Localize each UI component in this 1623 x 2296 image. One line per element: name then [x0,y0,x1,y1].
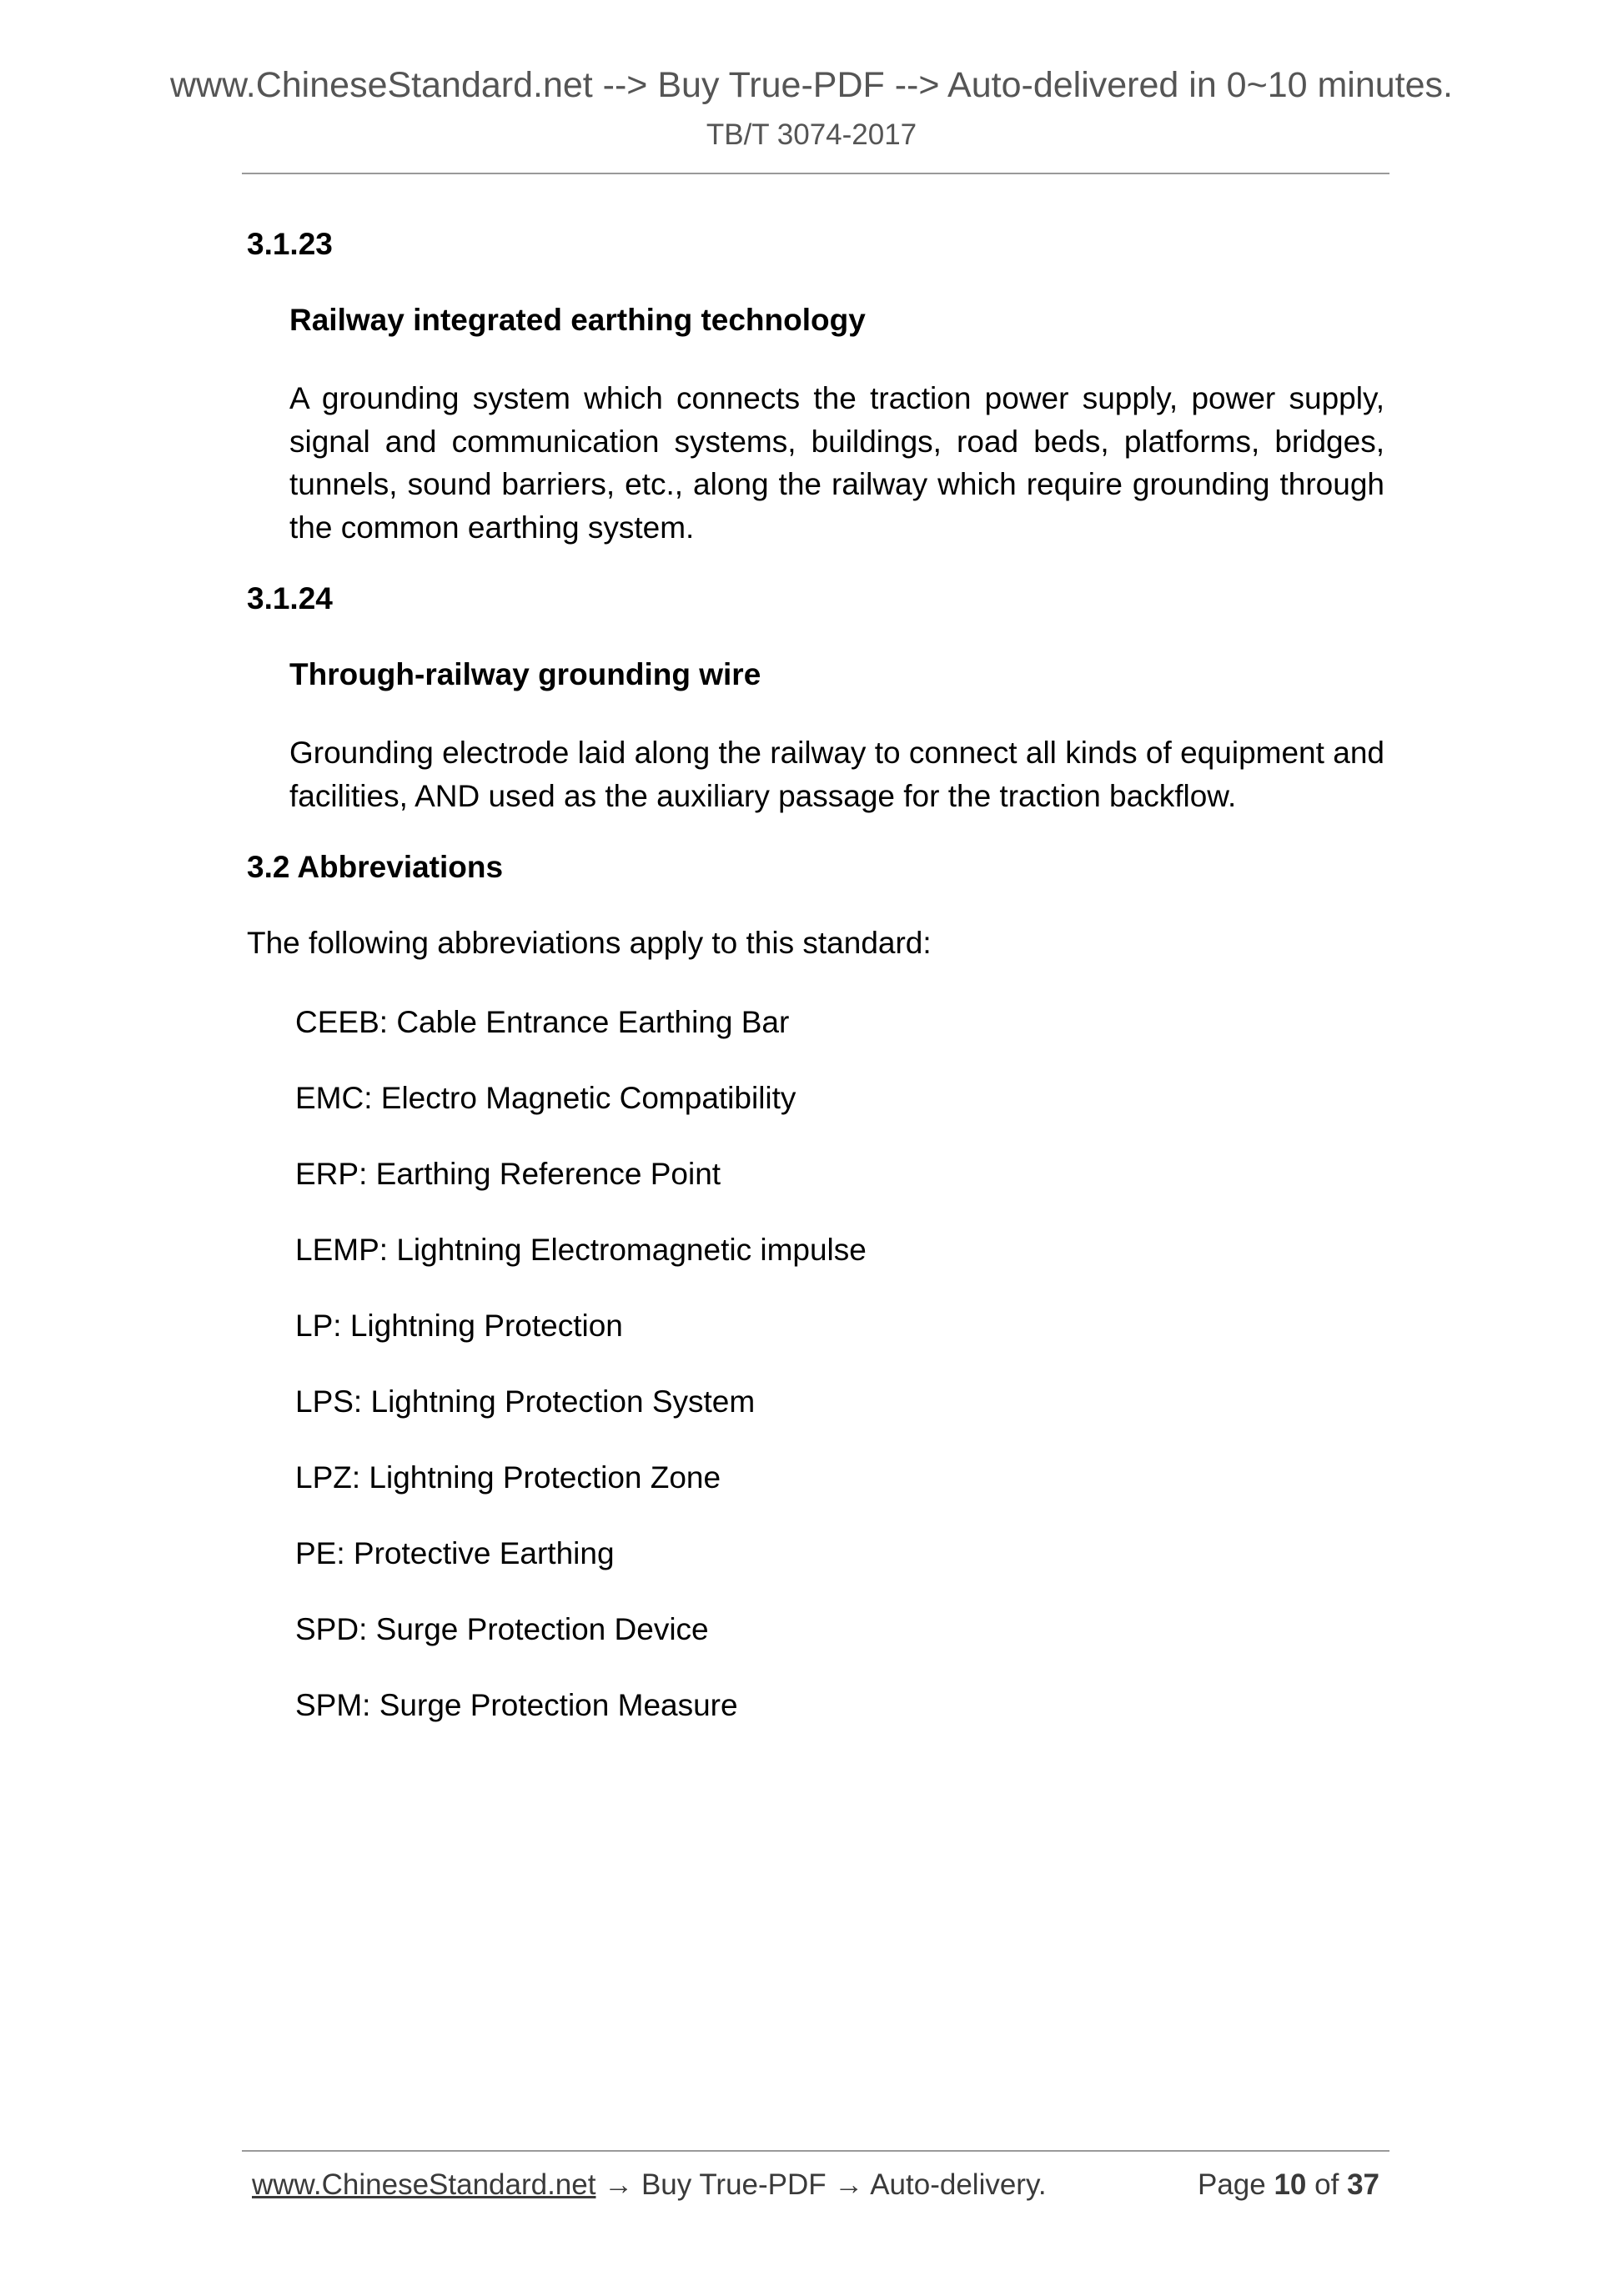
page-label: Page [1197,2168,1266,2201]
list-item: LPS: Lightning Protection System [295,1384,756,1419]
list-item: LP: Lightning Protection [295,1309,623,1343]
list-item: LPZ: Lightning Protection Zone [295,1460,721,1495]
arrow-right-icon: → [604,2168,634,2201]
abbreviations-intro: The following abbreviations apply to this standard: [247,926,932,960]
term-definition: Grounding electrode laid along the railway to connect all kinds of equipment and facilities, AND used as the auxiliary passage for the traction backflow. [289,736,1384,813]
page-number: 10 [1274,2168,1307,2201]
clause-number: 3.1.24 [247,581,333,615]
header-banner: www.ChineseStandard.net --> Buy True-PDF --> Auto-delivered in 0~10 minutes. [169,65,1453,105]
site-link[interactable]: www.ChineseStandard.net [252,2168,596,2201]
page-indicator [1198,2168,1379,2202]
list-item: SPM: Surge Protection Measure [295,1688,738,1722]
section-heading: 3.2 Abbreviations [247,850,504,884]
list-item: SPD: Surge Protection Device [295,1612,709,1646]
total-pages: 37 [1347,2168,1379,2201]
list-item: LEMP: Lightning Electromagnetic impulse [295,1233,867,1267]
term-title: Railway integrated earthing technology [289,303,866,337]
list-item: PE: Protective Earthing [295,1536,615,1570]
standard-code: TB/T 3074-2017 [706,118,917,151]
delivery-text: Auto-delivery. [870,2168,1047,2201]
footer-divider [242,2150,1389,2152]
abbreviation-list [295,997,867,1756]
header-divider [242,173,1389,174]
of-label: of [1314,2168,1339,2201]
list-item: ERP: Earthing Reference Point [295,1157,721,1191]
footer-promo [252,2168,1047,2202]
term-title: Through-railway grounding wire [289,657,761,691]
buy-pdf-text: Buy True-PDF [641,2168,827,2201]
arrow-right-icon: → [834,2168,864,2201]
list-item: CEEB: Cable Entrance Earthing Bar [295,1005,790,1039]
term-definition: A grounding system which connects the traction power supply, power supply, signal and communication systems, buildings, road beds, platforms, bridges, tunnels, sound barriers, etc., along the railway which require grounding through the common earthing system. [289,381,1384,545]
clause-number: 3.1.23 [247,227,333,261]
list-item: EMC: Electro Magnetic Compatibility [295,1081,796,1115]
